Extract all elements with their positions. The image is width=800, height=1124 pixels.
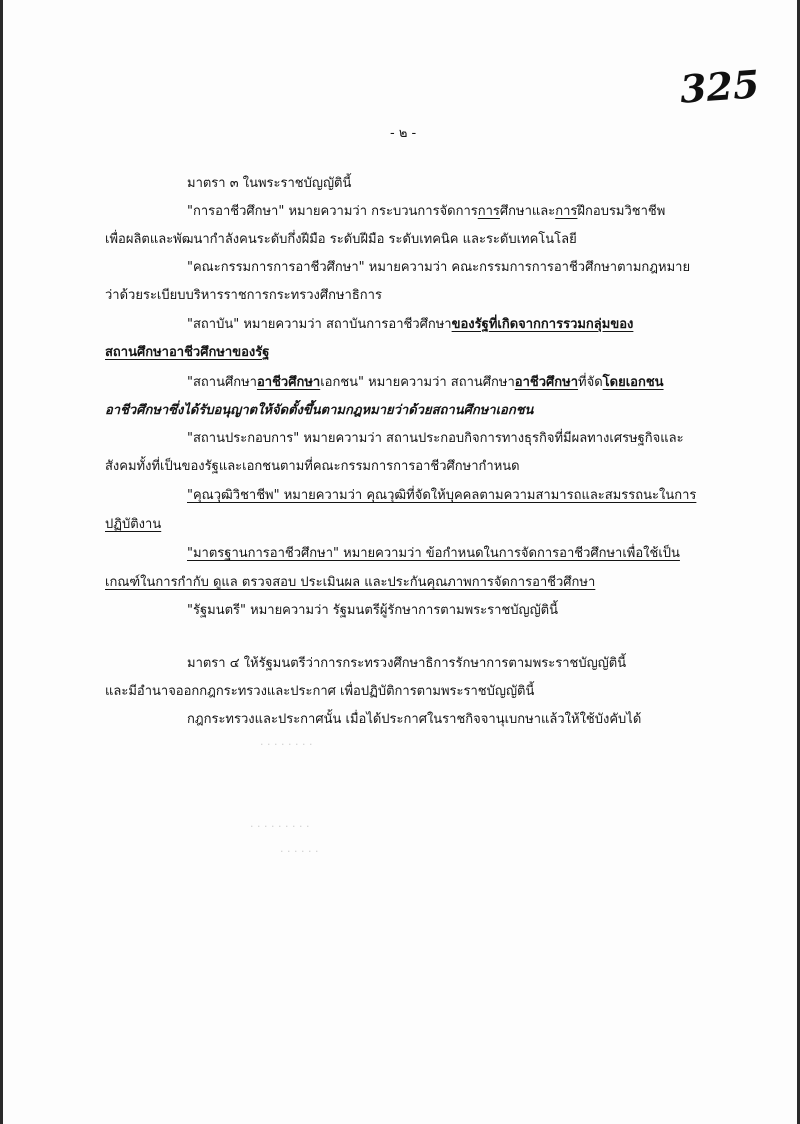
section-4-line: และมีอำนาจออกกฎกระทรวงและประกาศ เพื่อปฏิบัติการตามพระราชบัญญัตินี้ bbox=[105, 684, 535, 699]
text-run-underlined: ของรัฐ bbox=[451, 317, 489, 332]
definition-line: สังคมทั้งที่เป็นของรัฐและเอกชนตามที่คณะกรรมการการอาชีวศึกษากำหนด bbox=[105, 459, 520, 474]
text-run-underlined: อาชีวศึกษา bbox=[256, 375, 321, 390]
definition-committee: "คณะกรรมการการอาชีวศึกษา" หมายความว่า คณะกรรมการการอาชีวศึกษาตามกฎหมาย bbox=[187, 260, 691, 275]
text-run: "สถานศึกษา bbox=[187, 375, 257, 390]
definition-qualification: "คุณวุฒิวิชาชีพ" หมายความว่า คุณวุฒิที่จัดให้บุคคลตามความสามารถและสมรรถนะในการ bbox=[187, 488, 697, 503]
text-run: "การอาชีวศึกษา" หมายความว่า กระบวนการจัดการ bbox=[187, 204, 478, 219]
scan-noise: · · · · · · · · bbox=[260, 738, 313, 751]
definition-minister: "รัฐมนตรี" หมายความว่า รัฐมนตรีผู้รักษาการตามพระราชบัญญัตินี้ bbox=[187, 603, 558, 618]
text-run: ที่จัด bbox=[578, 375, 603, 390]
section-4-heading: มาตรา ๔ ให้รัฐมนตรีว่าการกระทรวงศึกษาธิการรักษาการตามพระราชบัญญัตินี้ bbox=[187, 656, 627, 671]
section-4-line: กฎกระทรวงและประกาศนั้น เมื่อได้ประกาศในราชกิจจานุเบกษาแล้วให้ใช้บังคับได้ bbox=[187, 712, 642, 727]
definition-line: สถานศึกษาอาชีวศึกษาของรัฐ bbox=[105, 345, 270, 360]
text-run-underlined: โดยเอกชน bbox=[602, 375, 664, 390]
definition-private-school bbox=[187, 374, 664, 392]
definition-line: เกณฑ์ในการกำกับ ดูแล ตรวจสอบ ประเมินผล และประกันคุณภาพการจัดการอาชีวศึกษา bbox=[105, 575, 596, 590]
page-number: - ๒ - bbox=[390, 126, 417, 141]
definition-line: อาชีวศึกษาซึ่งได้รับอนุญาตให้จัดตั้งขึ้นตามกฎหมายว่าด้วยสถานศึกษาเอกชน bbox=[105, 403, 534, 418]
scan-noise: · · · · · · bbox=[280, 845, 319, 858]
text-run-underlined: การ bbox=[555, 204, 578, 219]
text-run: ศึกษาและ bbox=[499, 204, 556, 219]
definition-line: ว่าด้วยระเบียบบริหารราชการกระทรวงศึกษาธิการ bbox=[105, 288, 382, 303]
section-3-heading: มาตรา ๓ ในพระราชบัญญัตินี้ bbox=[187, 176, 352, 191]
definition-line: เพื่อผลิตและพัฒนากำลังคนระดับกึ่งฝีมือ ระดับฝีมือ ระดับเทคนิค และระดับเทคโนโลยี bbox=[105, 232, 577, 247]
text-run-underlined: ที่เกิดจากการรวมกลุ่มของ bbox=[488, 317, 634, 332]
definition-institute bbox=[187, 316, 633, 334]
text-run: "สถาบัน" หมายความว่า สถาบันการอาชีวศึกษา bbox=[187, 317, 452, 332]
scan-noise: · · · · · · · · · bbox=[250, 820, 310, 833]
definition-standard: "มาตรฐานการอาชีวศึกษา" หมายความว่า ข้อกำหนดในการจัดการอาชีวศึกษาเพื่อใช้เป็น bbox=[187, 546, 680, 561]
definition-workplace: "สถานประกอบการ" หมายความว่า สถานประกอบกิจการทางธุรกิจที่มีผลทางเศรษฐกิจและ bbox=[187, 431, 684, 446]
text-run-underlined: การ bbox=[477, 204, 500, 219]
text-run: ฝึกอบรมวิชาชีพ bbox=[577, 204, 666, 219]
scan-edge-left bbox=[0, 0, 3, 1124]
text-run-underlined: อาชีวศึกษา bbox=[514, 375, 579, 390]
handwritten-page-number: 325 bbox=[678, 61, 761, 112]
definition-vocational-education bbox=[187, 203, 665, 221]
definition-line: ปฏิบัติงาน bbox=[105, 517, 162, 532]
text-run: เอกชน" หมายความว่า สถานศึกษา bbox=[320, 375, 515, 390]
